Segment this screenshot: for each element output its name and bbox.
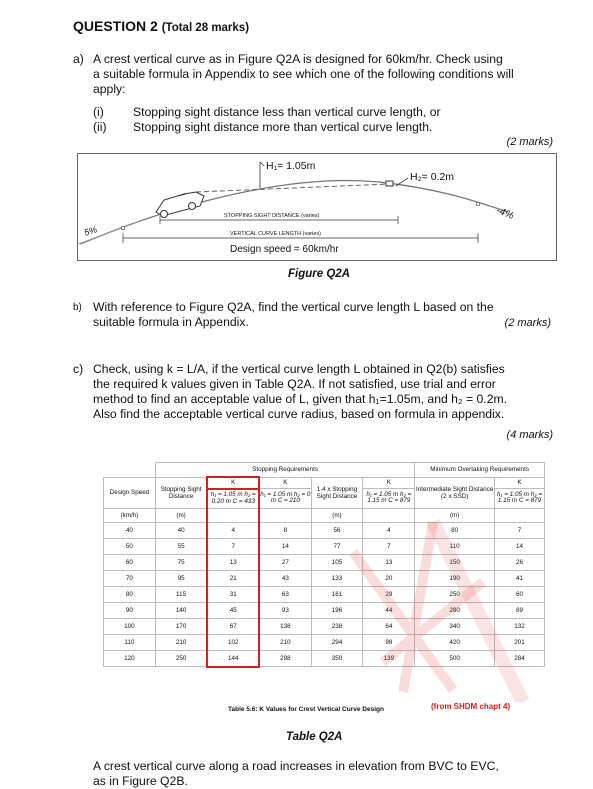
option-1-text: Stopping sight distance less than vertical curve length, or: [133, 105, 441, 119]
option-2-number: (ii): [93, 120, 107, 134]
car-icon: [156, 192, 204, 218]
table-cell: 7: [363, 538, 415, 554]
table-cell: 77: [311, 538, 363, 554]
table-cell: 500: [415, 650, 495, 667]
table-cell: 80: [415, 522, 495, 538]
table-cell: 31: [207, 586, 259, 602]
table-cell: 67: [207, 618, 259, 634]
group-header-overtaking: Minimum Overtaking Requirements: [415, 463, 545, 478]
table-cell: 100: [104, 618, 156, 634]
header-k4: K: [495, 477, 545, 489]
header-k1-params: h₁ = 1.05 m h₂ = 0.20 m C = 433: [207, 489, 259, 508]
k-table-body: [104, 522, 545, 667]
table-cell: 21: [207, 570, 259, 586]
footer-line-1: A crest vertical curve along a road increases in elevation from BVC to EVC,: [93, 759, 499, 773]
table-cell: 139: [363, 650, 415, 667]
table-cell: 115: [155, 586, 207, 602]
table-cell: 98: [363, 634, 415, 650]
grade-right-label: -4%: [494, 205, 516, 222]
table-cell: 250: [415, 586, 495, 602]
part-a-line-1: A crest vertical curve as in Figure Q2A is designed for 60km/hr. Check using: [93, 52, 503, 66]
table-row: [104, 522, 545, 538]
object-icon: [386, 181, 393, 186]
table-cell: 80: [104, 586, 156, 602]
table-source-note: (from SHDM chapt 4): [431, 702, 511, 711]
header-k1: K: [207, 477, 259, 489]
part-a-marks: (2 marks): [506, 136, 553, 148]
table-cell: 64: [363, 618, 415, 634]
header-k2: K: [259, 477, 311, 489]
part-b-line-1: With reference to Figure Q2A, find the vertical curve length L based on the: [93, 300, 494, 314]
table-cell: 7: [495, 522, 545, 538]
table-cell: 45: [207, 602, 259, 618]
table-row: [104, 634, 545, 650]
table-cell: 4: [363, 522, 415, 538]
table-cell: 60: [495, 586, 545, 602]
figure-q2a-caption: Figure Q2A: [288, 268, 350, 280]
table-cell: 26: [495, 554, 545, 570]
table-cell: 210: [259, 634, 311, 650]
question-title: [73, 18, 249, 34]
table-row: [104, 650, 545, 667]
table-cell: 63: [259, 586, 311, 602]
ssd-dimension-label: STOPPING SIGHT DISTANCE (varies): [224, 213, 320, 219]
table-cell: 420: [415, 634, 495, 650]
table-cell: 14: [259, 538, 311, 554]
table-cell: 14: [495, 538, 545, 554]
table-cell: 60: [104, 554, 156, 570]
table-cell: 250: [155, 650, 207, 667]
table-cell: 95: [155, 570, 207, 586]
part-b-marks: (2 marks): [504, 317, 551, 329]
table-cell: 40: [155, 522, 207, 538]
part-a-label: a): [73, 52, 84, 66]
unit-ssd: (m): [155, 508, 207, 522]
sight-line: [196, 184, 390, 192]
table-cell: 50: [104, 538, 156, 554]
footer-line-2: as in Figure Q2B.: [93, 774, 188, 788]
table-cell: 27: [259, 554, 311, 570]
figure-q2a-frame: [77, 153, 557, 261]
part-c-marks: (4 marks): [506, 429, 553, 441]
unit-ssd14: (m): [311, 508, 363, 522]
table-cell: 294: [311, 634, 363, 650]
table-cell: 284: [495, 650, 545, 667]
design-speed-label: Design speed = 60km/hr: [230, 244, 339, 255]
table-cell: 170: [155, 618, 207, 634]
unit-isd: (m): [415, 508, 495, 522]
table-cell: 29: [363, 586, 415, 602]
table-cell: 102: [207, 634, 259, 650]
table-cell: 133: [311, 570, 363, 586]
table-cell: 75: [155, 554, 207, 570]
header-1-4-ssd: 1.4 x Stopping Sight Distance: [311, 477, 363, 508]
table-cell: 238: [311, 618, 363, 634]
header-k2-params: h₁ = 1.05 m h₂ = 0 m C = 210: [259, 489, 311, 508]
header-k3-params: h₁ = 1.05 m h₂ = 1.15 m C = 879: [363, 489, 415, 508]
h1-label: H₁= 1.05m: [266, 160, 316, 172]
table-row: [104, 538, 545, 554]
table-cell: 196: [311, 602, 363, 618]
table-cell: 210: [155, 634, 207, 650]
part-c-line-1: Check, using k = L/A, if the vertical curve length L obtained in Q2(b) satisfies: [93, 362, 505, 376]
question-total-marks: (Total 28 marks): [161, 22, 250, 34]
table-cell: 144: [207, 650, 259, 667]
header-stopping-sight-distance: Stopping Sight Distance: [155, 477, 207, 508]
table-q2a-caption: Table Q2A: [286, 731, 343, 743]
unit-speed: (km/h): [104, 508, 156, 522]
table-cell: 13: [207, 554, 259, 570]
table-row: [104, 570, 545, 586]
table-cell: 55: [155, 538, 207, 554]
table-cell: 70: [104, 570, 156, 586]
table-cell: 56: [311, 522, 363, 538]
table-cell: 41: [495, 570, 545, 586]
table-cell: 7: [207, 538, 259, 554]
table-cell: 340: [415, 618, 495, 634]
table-cell: 40: [104, 522, 156, 538]
table-cell: 105: [311, 554, 363, 570]
table-row: [104, 618, 545, 634]
table-cell: 120: [104, 650, 156, 667]
table-source-caption: Table 5.6: K Values for Crest Vertical Curve Design: [228, 706, 384, 713]
table-cell: 90: [104, 602, 156, 618]
table-cell: 298: [259, 650, 311, 667]
option-2-text: Stopping sight distance more than vertical curve length.: [133, 120, 433, 134]
table-cell: 43: [259, 570, 311, 586]
header-intermediate-sight-distance: Intermediate Sight Distance (2 x SSD): [415, 477, 495, 508]
part-a-line-3: apply:: [93, 82, 126, 96]
table-cell: 44: [363, 602, 415, 618]
table-cell: 140: [155, 602, 207, 618]
table-cell: 201: [495, 634, 545, 650]
table-cell: 8: [259, 522, 311, 538]
table-cell: 132: [495, 618, 545, 634]
table-cell: 150: [415, 554, 495, 570]
table-cell: 93: [259, 602, 311, 618]
table-cell: 190: [415, 570, 495, 586]
header-k3: K: [363, 477, 415, 489]
table-row: [104, 602, 545, 618]
table-cell: 161: [311, 586, 363, 602]
part-c-line-2: the required k values given in Table Q2A. If not satisfied, use trial and error: [93, 377, 496, 391]
part-c-line-3: method to find an acceptable value of L, given that h₁=1.05m, and h₂ = 0.2m.: [93, 392, 508, 406]
table-cell: 350: [311, 650, 363, 667]
part-b-line-2: suitable formula in Appendix.: [93, 315, 249, 329]
part-b-label: b): [73, 302, 82, 313]
vcl-dimension-label: VERTICAL CURVE LENGTH (varies): [230, 231, 321, 237]
header-design-speed: Design Speed: [104, 477, 156, 508]
table-cell: 13: [363, 554, 415, 570]
part-c-label: c): [73, 362, 84, 376]
grade-left-label: 5%: [82, 224, 99, 238]
table-cell: 89: [495, 602, 545, 618]
table-cell: 280: [415, 602, 495, 618]
option-1-number: (i): [93, 105, 104, 119]
part-c-line-4: Also find the acceptable vertical curve radius, based on formula in appendix.: [93, 407, 505, 421]
table-row: [104, 554, 545, 570]
h2-label: H₂= 0.2m: [410, 171, 455, 183]
table-cell: 110: [415, 538, 495, 554]
table-row: [104, 586, 545, 602]
group-header-stopping: Stopping Requirements: [155, 463, 414, 478]
header-k4-params: h₁ = 1.05 m h₂ = 1.15 m C = 879: [495, 489, 545, 508]
table-cell: 138: [259, 618, 311, 634]
k-values-table-container: [103, 462, 545, 668]
table-cell: 110: [104, 634, 156, 650]
question-number: QUESTION 2: [73, 18, 158, 34]
part-a-line-2: a suitable formula in Appendix to see which one of the following conditions will: [93, 67, 514, 81]
table-cell: 4: [207, 522, 259, 538]
table-cell: 20: [363, 570, 415, 586]
k-values-table: [103, 462, 545, 668]
